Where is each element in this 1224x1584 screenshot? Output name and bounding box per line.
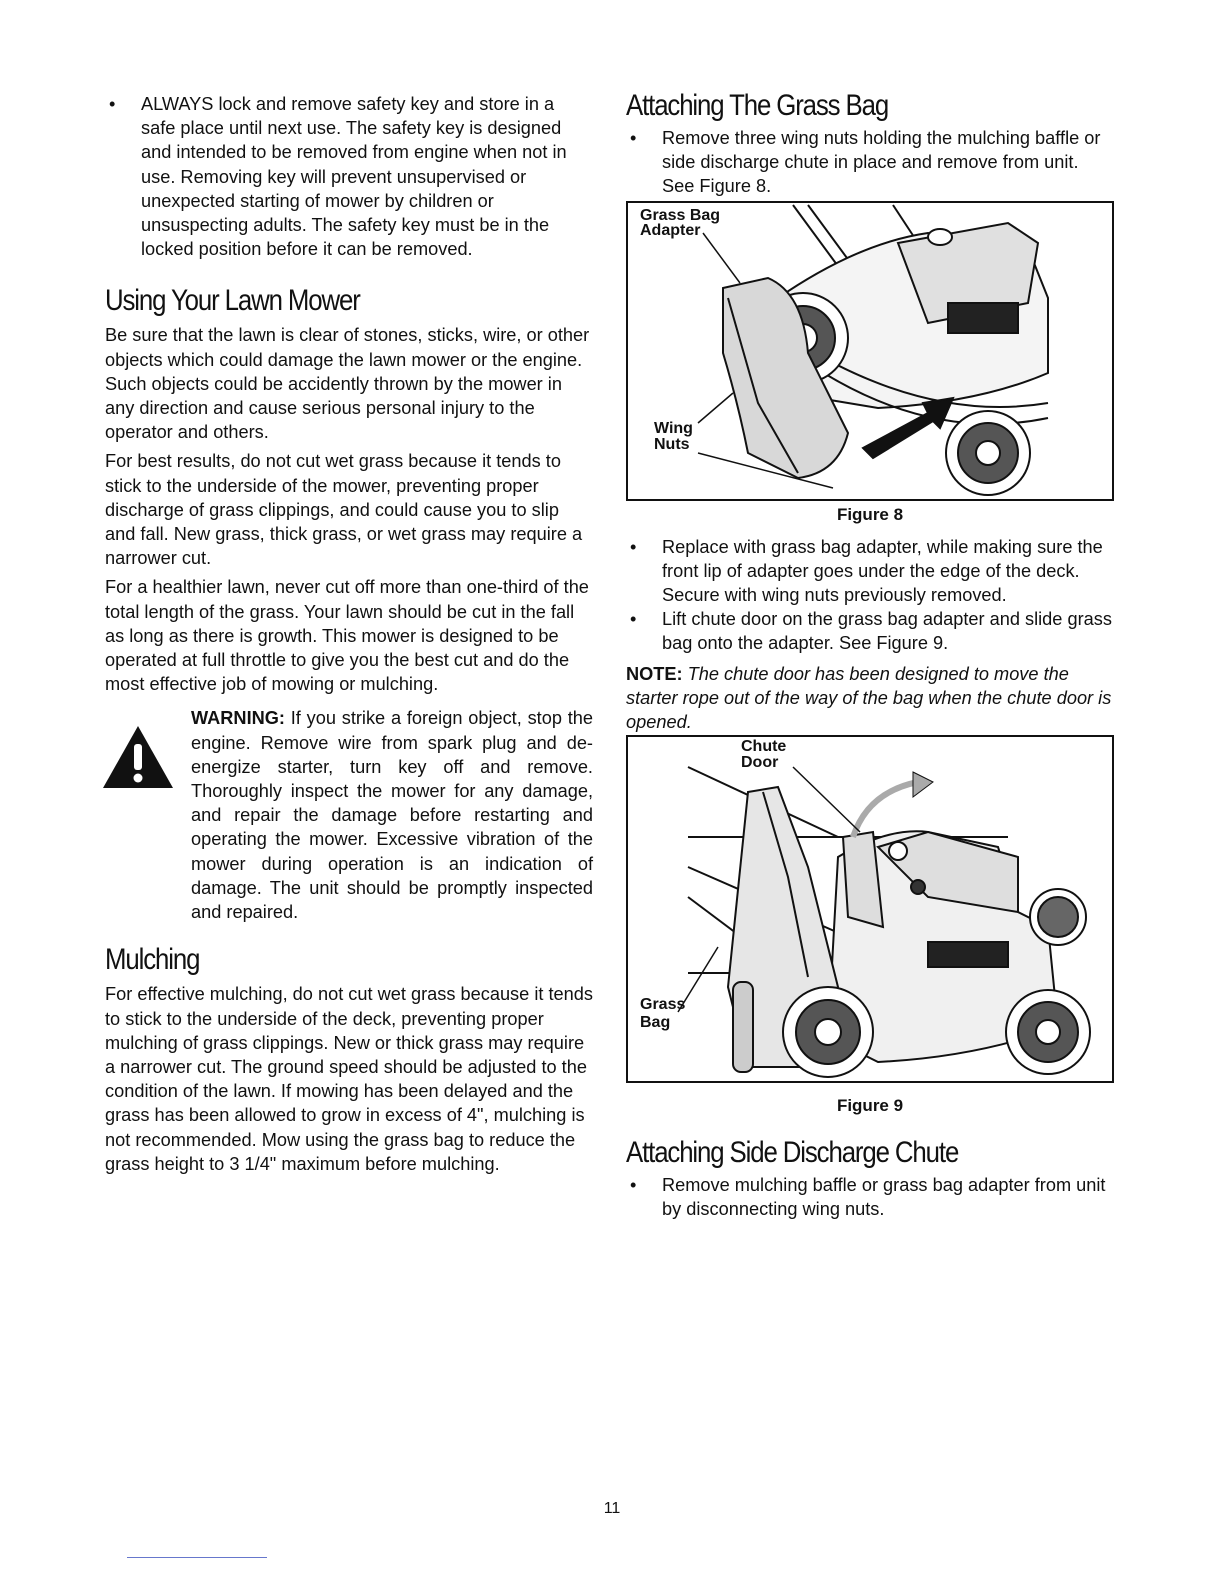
list-item-replace-adapter: [626, 535, 1114, 608]
figure-8-caption: Figure 8: [836, 504, 904, 524]
callout-grass-bag-2: Bag: [640, 1014, 671, 1032]
heading-using-lawn-mower: Using Your Lawn Mower: [105, 284, 360, 318]
figure-9-caption: Figure 9: [836, 1096, 904, 1116]
note-paragraph: [626, 662, 1114, 735]
callout-wing-nuts-1: Wing: [654, 419, 693, 437]
using-paragraph-2: For best results, do not cut wet grass because it tends to stick to the underside of the mower, preventing proper discharge of grass clippings, and could cause you to slip and fall. New grass, thick grass, or wet grass may require a narrower cut.: [105, 451, 583, 569]
figure-8-illustration: [626, 201, 1114, 501]
replace-adapter-text: Replace with grass bag adapter, while making sure the front lip of adapter goes under the edge of the deck. Secure with wing nuts previously removed.: [662, 536, 1103, 606]
page-number: 11: [603, 1500, 621, 1517]
figure-9-illustration: [626, 735, 1114, 1083]
safety-key-text: ALWAYS lock and remove safety key and store in a safe place until next use. The safety key is designed and intended to be removed from engine when not in use. Removing key will prevent unsupervised or unexpected starting of mower by children or unsuspecting adults. The safety key must be in the locked position before it can be removed.: [141, 94, 567, 260]
bullet-dot: •: [630, 128, 637, 148]
right-column: [626, 88, 1114, 1222]
bullet-dot: •: [630, 1175, 637, 1196]
list-item-remove-wing-nuts: [626, 126, 1114, 199]
mower-adapter-drawing: [628, 203, 1112, 499]
using-paragraph-1: Be sure that the lawn is clear of stones, sticks, wire, or other objects which could damage the lawn mower or the engine. Such objects could be accidently thrown by the mower in any direction and cause serious personal injury to the operator and others.: [105, 325, 590, 443]
mulching-paragraph: For effective mulching, do not cut wet grass because it tends to stick to the underside of the deck, preventing proper mulching of grass clippings. New or thick grass may require a narrower cut. The ground speed should be adjusted to the condition of the lawn. If mowing has been delayed and the grass has been allowed to grow in excess of 4", mulching is not recommended. Mow using the grass bag to reduce the grass height to 3 1/4" maximum before mulching.: [105, 984, 593, 1174]
list-item-safety-key: [105, 92, 593, 261]
callout-wing-nuts-2: Nuts: [654, 435, 690, 453]
remove-wing-nuts-text: Remove three wing nuts holding the mulching baffle or side discharge chute in place and remove from unit. See Figure 8.: [662, 128, 1101, 197]
using-paragraph-3: For a healthier lawn, never cut off more than one-third of the total length of the grass. Your lawn should be cut in the fall as long as there is growth. This mower is designed to be operated at full throttle to give you the best cut and do the most effective job of mowing or mulching.: [105, 577, 589, 695]
warning-block: [105, 706, 593, 924]
warning-text: If you strike a foreign object, stop the engine. Remove wire from spark plug and de-energize starter, turn key off and remove. Thoroughly inspect the mower for any damage, and repair the damage before restarting and operating the mower. Excessive vibration of the mower during operation is an indication of damage. The unit should be promptly inspected and repaired.: [191, 708, 593, 923]
bullet-dot: •: [109, 94, 116, 114]
footer-rule: [127, 1557, 267, 1558]
lift-chute-door-text: Lift chute door on the grass bag adapter and slide grass bag onto the adapter. See Figure 9.: [662, 609, 1112, 654]
heading-mulching: Mulching: [105, 943, 200, 977]
remove-baffle-text: Remove mulching baffle or grass bag adapter from unit by disconnecting wing nuts.: [662, 1175, 1106, 1220]
callout-grass-bag-1: Grass: [640, 996, 686, 1014]
list-item-lift-chute-door: [626, 607, 1114, 655]
heading-attaching-side-chute: Attaching Side Discharge Chute: [626, 1136, 959, 1170]
note-label: NOTE:: [626, 663, 683, 684]
note-text: The chute door has been designed to move the starter rope out of the way of the bag when the chute door is opened.: [626, 663, 1112, 733]
warning-label: WARNING:: [191, 708, 285, 729]
callout-chute-door-1: Chute: [741, 738, 787, 756]
callout-chute-door-2: Door: [741, 754, 779, 772]
left-column: [105, 92, 593, 1176]
warning-triangle-icon: [101, 724, 175, 790]
bullet-dot: •: [630, 536, 637, 557]
list-item-remove-baffle: [626, 1173, 1114, 1221]
mower-grass-bag-drawing: [628, 737, 1112, 1081]
callout-grass-bag-adapter-2: Adapter: [640, 221, 701, 239]
heading-attaching-grass-bag: Attaching The Grass Bag: [626, 89, 889, 122]
bullet-dot: •: [630, 609, 637, 630]
callout-grass-bag-adapter-1: Grass Bag: [640, 206, 721, 224]
